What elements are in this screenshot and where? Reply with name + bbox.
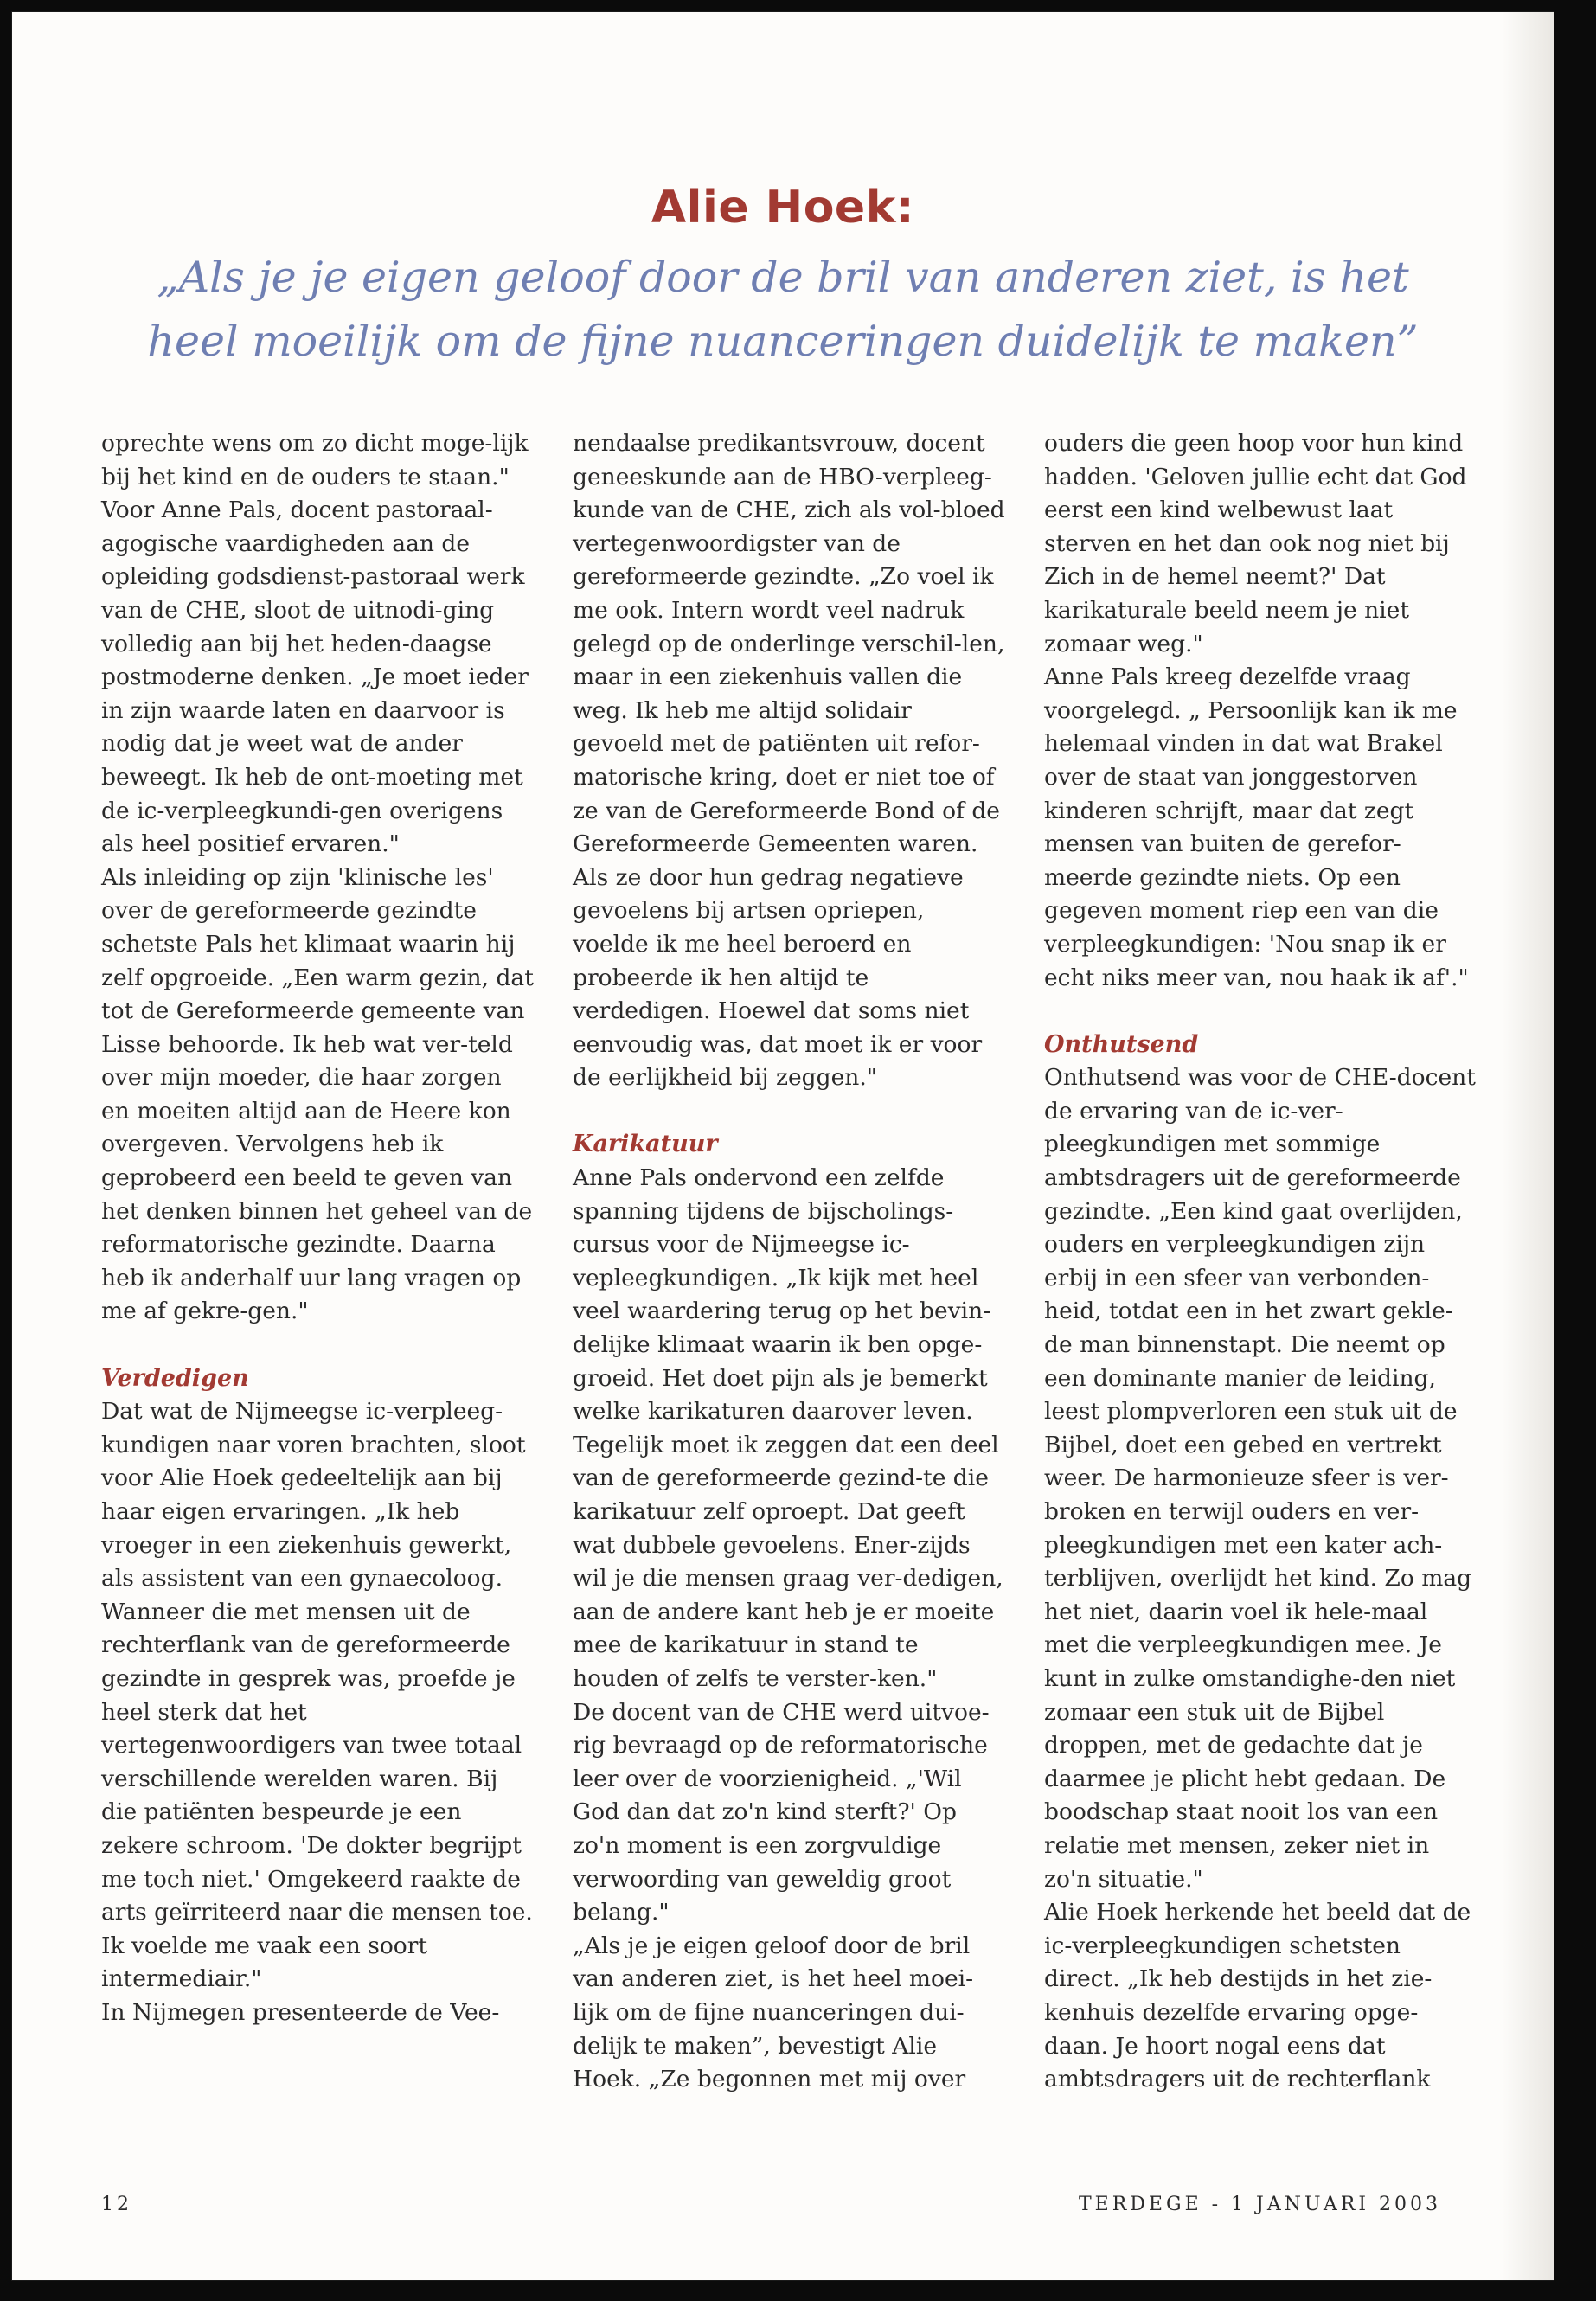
- paragraph-spacer: [101, 1329, 534, 1362]
- body-paragraph: Anne Pals ondervond een zelfde spanning tijdens de bijscholings-cursus voor de Nijmeegse ic-vepleegkundigen. „Ik kijk met heel veel waardering terug op het bevin-delijke klimaat waarin ik ben opge-groeid. Het doet pijn als je bemerkt welke karikaturen daarover leven. Tegelijk moet ik zeggen dat een deel van de gereformeerde gezind-te die karikatuur zelf oproept. Dat geeft wat dubbele gevoelens. Ener-zijds wil je die mensen graag ver-dedigen, aan de andere kant heb je er moeite mee de karikatuur in stand te houden of zelfs te verster-ken.": [573, 1164, 1003, 1692]
- section-heading: Onthutsend: [1044, 1030, 1199, 1058]
- section-heading: Verdedigen: [101, 1364, 249, 1392]
- body-paragraph: Dat wat de Nijmeegse ic-verpleeg-kundigen naar voren brachten, sloot voor Alie Hoek gedeeltelijk aan bij haar eigen ervaringen. „Ik heb vroeger in een ziekenhuis gewerkt, als assistent van een gynaecoloog. Wanneer die met mensen uit de rechterflank van de gereformeerde gezindte in gesprek was, proefde je heel sterk dat het vertegenwoordigers van twee totaal verschillende werelden waren. Bij die patiënten bespeurde je een zekere schroom. 'De dokter begrijpt me toch niet.' Omgekeerd raakte de arts geïrriteerd naar die mensen toe. Ik voelde me vaak een soort intermediair.": [101, 1398, 533, 1993]
- body-paragraph: De docent van de CHE werd uitvoe-rig bevraagd op de reformatorische leer over de voorzienigheid. „'Wil God dan dat zo'n kind sterft?' Op zo'n moment is een zorgvuldige verwoording van geweldig groot belang.": [573, 1698, 990, 1926]
- text-column-1: [101, 427, 534, 2030]
- body-paragraph: Als inleiding op zijn 'klinische les' over de gereformeerde gezindte schetste Pals het klimaat waarin hij zelf opgroeide. „Een warm gezin, dat tot de Gereformeerde gemeente van Lisse behoorde. Ik heb wat ver-teld over mijn moeder, die haar zorgen en moeiten altijd aan de Heere kon overgeven. Vervolgens heb ik geprobeerd een beeld te geven van het denken binnen het geheel van de reformatorische gezindte. Daarna heb ik anderhalf uur lang vragen op me af gekre-gen.": [101, 863, 534, 1325]
- body-paragraph: ouders die geen hoop voor hun kind hadden. 'Geloven jullie echt dat God eerst een kind welbewust laat sterven en het dan ook nog niet bij Zich in de hemel neemt?' Dat karikaturale beeld neem je niet zomaar weg.": [1044, 430, 1467, 657]
- body-paragraph: Onthutsend was voor de CHE-docent de ervaring van de ic-ver-pleegkundigen met sommige ambtsdragers uit de gereformeerde gezindte. „Een kind gaat overlijden, ouders en verpleegkundigen zijn erbij in een sfeer van verbonden-heid, totdat een in het zwart gekle-de man binnenstapt. Die neemt op een dominante manier de leiding, leest plompverloren een stuk uit de Bijbel, doet een gebed en vertrekt weer. De harmonieuze sfeer is ver-broken en terwijl ouders en ver-pleegkundigen met een kater ach-terblijven, overlijdt het kind. Zo mag het niet, daarin voel ik hele-maal met die verpleegkundigen mee. Je kunt in zulke omstandighe-den niet zomaar een stuk uit de Bijbel droppen, met de gedachte dat je daarmee je plicht hebt gedaan. De boodschap staat nooit los van een relatie met mensen, zeker niet in zo'n situatie.": [1044, 1064, 1476, 1893]
- article-title: Alie Hoek:: [651, 182, 915, 234]
- page-edge-shadow: [1502, 12, 1554, 2280]
- paragraph-spacer: [573, 1095, 1005, 1129]
- body-paragraph: In Nijmegen presenteerde de Vee-: [101, 1998, 500, 2026]
- magazine-page: [12, 12, 1554, 2280]
- section-heading: Karikatuur: [573, 1131, 718, 1158]
- page-number: 12: [101, 2194, 132, 2215]
- body-paragraph: Alie Hoek herkende het beeld dat de ic-verpleegkundigen schetsten direct. „Ik heb destijds in het zie-kenhuis dezelfde ervaring opge-daan. Je hoort nogal eens dat ambtsdragers uit de rechterflank: [1044, 1899, 1471, 2093]
- body-paragraph: oprechte wens om zo dicht moge-lijk bij het kind en de ouders te staan.": [101, 430, 529, 490]
- paragraph-spacer: [1044, 995, 1477, 1029]
- article-subtitle-quote: „Als je je eigen geloof door de bril van anderen ziet, is het heel moeilijk om de fijne nuanceringen duidelijk te maken”: [147, 253, 1419, 366]
- publication-footer: TERDEGE - 1 JANUARI 2003: [1079, 2194, 1441, 2215]
- body-paragraph: nendaalse predikantsvrouw, docent geneeskunde aan de HBO-verpleeg-kunde van de CHE, zich als vol-bloed vertegenwoordigster van de gereformeerde gezindte. „Zo voel ik me ook. Intern wordt veel nadruk gelegd op de onderlinge verschil-len, maar in een ziekenhuis vallen die weg. Ik heb me altijd solidair gevoeld met de patiënten uit refor-matorische kring, doet er niet toe of ze van de Gereformeerde Bond of de Gereformeerde Gemeenten waren. Als ze door hun gedrag negatieve gevoelens bij artsen opriepen, voelde ik me heel beroerd en probeerde ik hen altijd te verdedigen. Hoewel dat soms niet eenvoudig was, dat moet ik er voor de eerlijkheid bij zeggen.": [573, 430, 1005, 1092]
- body-paragraph: Voor Anne Pals, docent pastoraal-agogische vaardigheden aan de opleiding godsdienst-pastoraal werk van de CHE, sloot de uitnodi-ging volledig aan bij het heden-daagse postmoderne denken. „Je moet ieder in zijn waarde laten en daarvoor is nodig dat je weet wat de ander beweegt. Ik heb de ont-moeting met de ic-verpleegkundi-gen overigens als heel positief ervaren.": [101, 497, 529, 858]
- text-column-2: [573, 427, 1005, 2097]
- body-paragraph: Anne Pals kreeg dezelfde vraag voorgelegd. „ Persoonlijk kan ik me helemaal vinden in dat wat Brakel over de staat van jonggestorven kinderen schrijft, maar dat zegt mensen van buiten de gerefor-meerde gezindte niets. Op een gegeven moment riep een van die verpleegkundigen: 'Nou snap ik er echt niks meer van, nou haak ik af'.": [1044, 663, 1469, 991]
- body-paragraph: „Als je je eigen geloof door de bril van anderen ziet, is het heel moei-lijk om de fijne nuanceringen dui-delijk te maken”, bevestigt Alie Hoek. „Ze begonnen met mij over: [573, 1932, 974, 2093]
- text-column-3: [1044, 427, 1477, 2097]
